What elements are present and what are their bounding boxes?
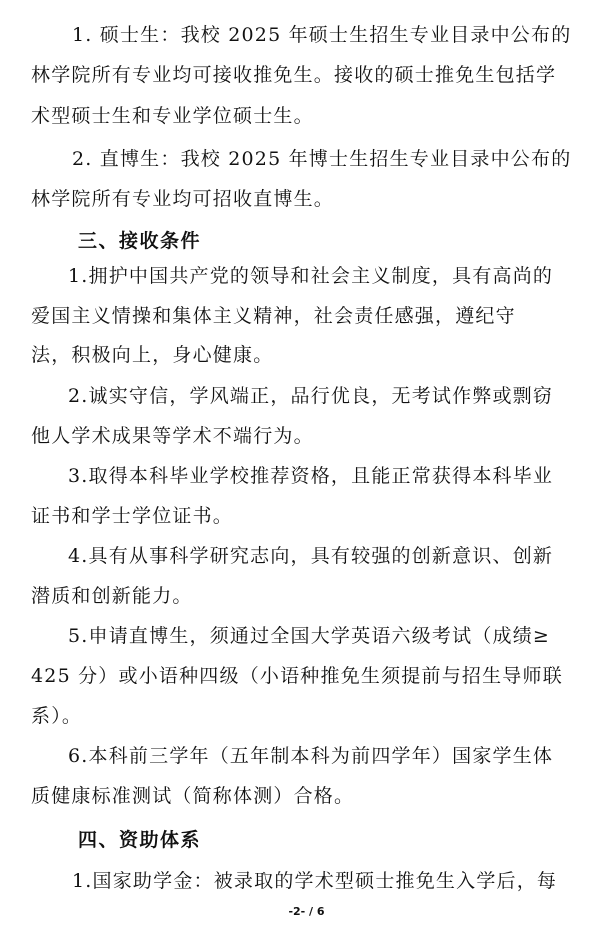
condition-2-line-2: 他人学术成果等学术不端行为。 [31, 425, 314, 447]
funding-1-line-1: 1.国家助学金：被录取的学术型硕士推免生入学后，每 [72, 870, 558, 892]
condition-5-line-3: 系）。 [31, 705, 83, 727]
paragraph-1-line-3: 术型硕士生和专业学位硕士生。 [31, 105, 314, 127]
condition-6-line-1: 6.本科前三学年（五年制本科为前四学年）国家学生体 [68, 745, 554, 767]
section-heading-acceptance-conditions: 三、接收条件 [78, 230, 202, 252]
condition-1-line-2: 爱国主义情操和集体主义精神，社会责任感强，遵纪守 [31, 305, 516, 327]
condition-5-line-1: 5.申请直博生，须通过全国大学英语六级考试（成绩≥ [68, 625, 551, 647]
condition-4-line-2: 潜质和创新能力。 [31, 585, 193, 607]
paragraph-1-line-1: 1. 硕士生：我校 2025 年硕士生招生专业目录中公布的 [72, 24, 572, 46]
paragraph-1-line-2: 林学院所有专业均可接收推免生。接收的硕士推免生包括学 [31, 64, 557, 86]
paragraph-2-line-1: 2. 直博生：我校 2025 年博士生招生专业目录中公布的 [72, 148, 572, 170]
condition-2-line-1: 2.诚实守信，学风端正，品行优良，无考试作弊或剽窃 [68, 385, 554, 407]
condition-3-line-1: 3.取得本科毕业学校推荐资格，且能正常获得本科毕业 [68, 465, 554, 487]
paragraph-2-line-2: 林学院所有专业均可招收直博生。 [31, 188, 335, 210]
condition-6-line-2: 质健康标准测试（简称体测）合格。 [31, 785, 355, 807]
condition-3-line-2: 证书和学士学位证书。 [31, 505, 234, 527]
page-number: -2- / 6 [288, 905, 325, 918]
condition-5-line-2: 425 分）或小语种四级（小语种推免生须提前与招生导师联 [31, 665, 563, 687]
condition-1-line-1: 1.拥护中国共产党的领导和社会主义制度，具有高尚的 [68, 265, 554, 287]
condition-1-line-3: 法，积极向上，身心健康。 [31, 344, 274, 366]
section-heading-funding-system: 四、资助体系 [78, 829, 202, 851]
condition-4-line-1: 4.具有从事科学研究志向，具有较强的创新意识、创新 [68, 545, 554, 567]
